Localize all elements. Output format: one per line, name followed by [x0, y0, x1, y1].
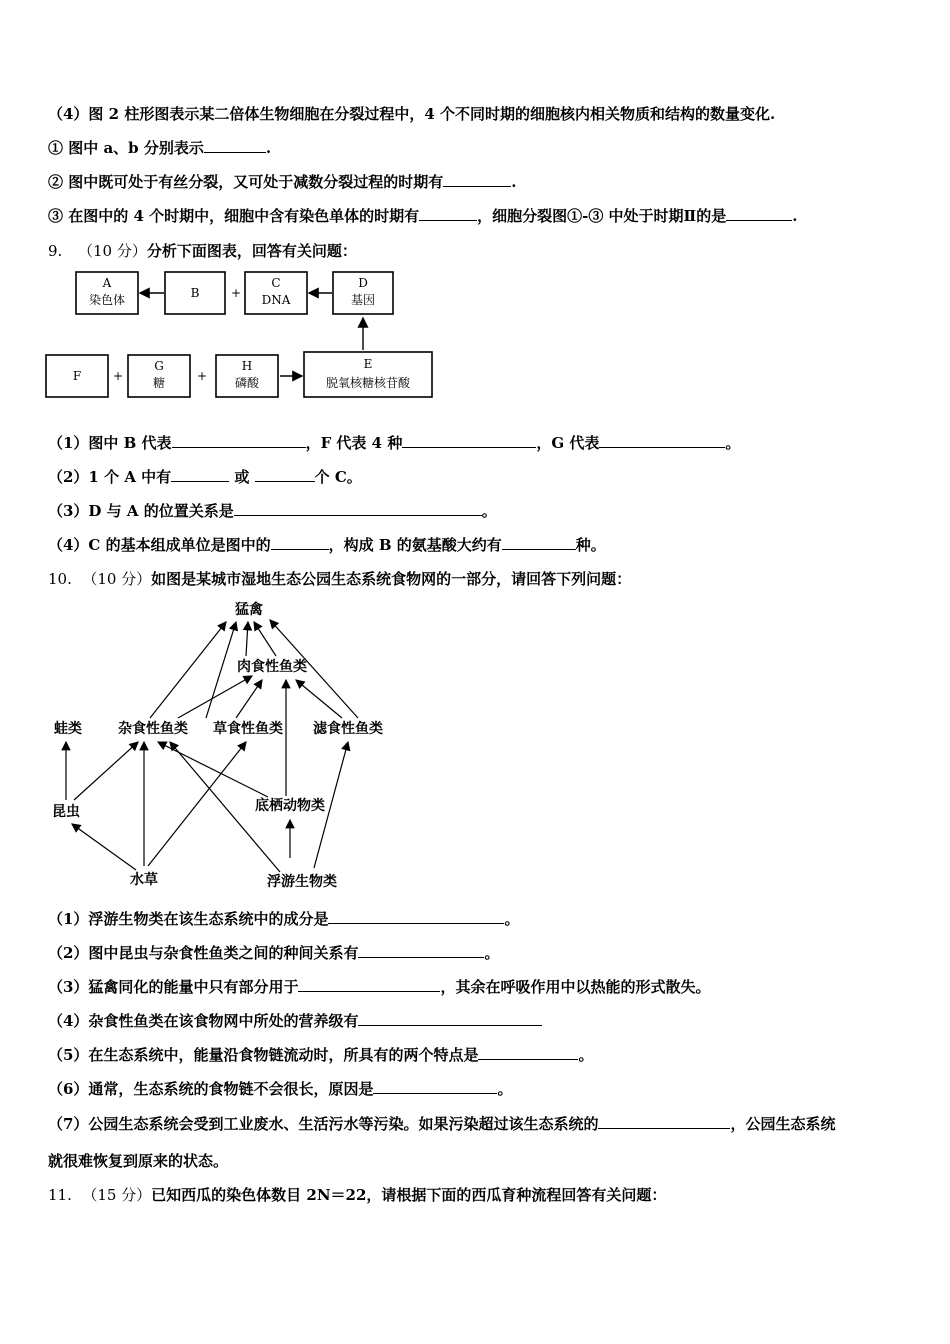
svg-text:G: G	[154, 359, 164, 373]
svg-text:染色体: 染色体	[88, 293, 126, 307]
q9-part4: （4）C 的基本组成单位是图中的 ，构成 B 的氨基酸大约有 种。	[48, 536, 606, 554]
node-plankton: 浮游生物类	[267, 874, 337, 890]
node-omnivore: 杂食性鱼类	[118, 721, 188, 737]
node-frog: 蛙类	[54, 721, 82, 737]
svg-text:H: H	[241, 359, 253, 373]
q9-title: 9. （10 分）分析下面图表，回答有关问题：	[48, 242, 357, 260]
q10-part2: （2）图中昆虫与杂食性鱼类之间的种间关系有 。	[48, 944, 500, 962]
q8-sub1: ① 图中 a、b 分别表示 .	[48, 139, 272, 157]
q10-part7: （7）公园生态系统会受到工业废水、生活污水等污染。如果污染超过该生态系统的 ，公园生态系统	[48, 1115, 836, 1133]
node-raptor: 猛禽	[235, 602, 263, 618]
q10-part3: （3）猛禽同化的能量中只有部分用于 ，其余在呼吸作用中以热能的形式散失。	[48, 978, 711, 996]
q11-title: 11. （15 分）已知西瓜的染色体数目 2N＝22，请根据下面的西瓜育种流程回答有关问题：	[48, 1186, 667, 1204]
svg-text:E: E	[363, 357, 373, 371]
svg-text:DNA: DNA	[261, 293, 291, 307]
q8-sub2: ② 图中既可处于有丝分裂，又可处于减数分裂过程的时期有 .	[48, 173, 517, 191]
q9-part1: （1）图中 B 代表 ，F 代表 4 种 ，G 代表 。	[48, 434, 741, 452]
svg-text:C: C	[271, 276, 281, 290]
q10-part4: （4）杂食性鱼类在该食物网中所处的营养级有	[48, 1010, 542, 1031]
q9-part3: （3）D 与 A 的位置关系是 。	[48, 502, 497, 520]
node-weed: 水草	[130, 872, 158, 888]
svg-text:基因: 基因	[350, 293, 376, 307]
food-web-diagram	[40, 592, 400, 892]
node-filter: 滤食性鱼类	[313, 721, 383, 737]
svg-text:糖: 糖	[152, 376, 166, 390]
gene-relationship-diagram	[40, 268, 440, 403]
q10-part5: （5）在生态系统中，能量沿食物链流动时，所具有的两个特点是 。	[48, 1046, 594, 1064]
q10-part6: （6）通常，生态系统的食物链不会很长，原因是 。	[48, 1080, 513, 1098]
q10-part7-cont: 就很难恢复到原来的状态。	[48, 1152, 229, 1170]
q10-part1: （1）浮游生物类在该生态系统中的成分是 。	[48, 910, 520, 928]
q9-part2: （2）1 个 A 中有 或 个 C。	[48, 468, 362, 486]
svg-text:D: D	[358, 276, 368, 290]
svg-text:+: +	[230, 286, 242, 300]
svg-text:脱氧核糖核苷酸: 脱氧核糖核苷酸	[325, 376, 411, 390]
q8-sub3: ③ 在图中的 4 个时期中，细胞中含有染色单体的时期有 ，细胞分裂图①-③ 中处于时期Ⅱ的是 .	[48, 207, 798, 225]
node-insect: 昆虫	[52, 804, 80, 820]
q10-title: 10. （10 分）如图是某城市湿地生态公园生态系统食物网的一部分，请回答下列问题：	[48, 570, 632, 588]
svg-text:B: B	[190, 286, 200, 300]
svg-text:磷酸: 磷酸	[234, 376, 260, 390]
svg-text:+: +	[112, 369, 124, 383]
node-herbivore: 草食性鱼类	[213, 721, 283, 737]
svg-text:A: A	[102, 276, 112, 290]
svg-text:+: +	[196, 369, 208, 383]
node-carnivore: 肉食性鱼类	[237, 659, 307, 675]
svg-text:F: F	[72, 369, 82, 383]
q8-part4: （4）图 2 柱形图表示某二倍体生物细胞在分裂过程中，4 个不同时期的细胞核内相关物质和结构的数量变化.	[48, 105, 776, 123]
node-benthic: 底栖动物类	[255, 798, 325, 814]
